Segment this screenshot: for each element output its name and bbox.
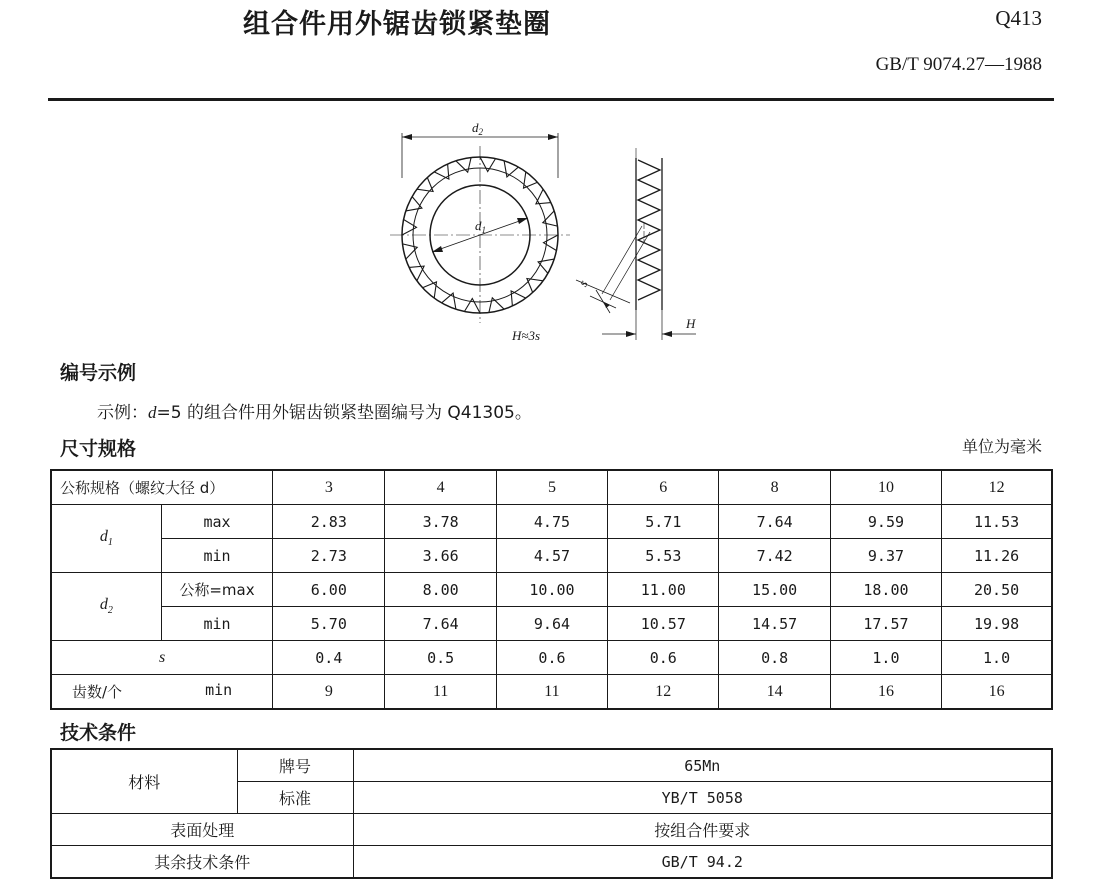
value-cell: 20.50 — [942, 573, 1052, 607]
value-cell: 6.00 — [273, 573, 385, 607]
surface-value: 按组合件要求 — [353, 814, 1052, 846]
table-row — [51, 505, 1052, 539]
teeth-min-label: min — [205, 681, 233, 699]
value-cell: 5.53 — [608, 539, 719, 573]
header-rule — [48, 98, 1054, 101]
table-row — [51, 573, 1052, 607]
value-cell: 0.4 — [273, 641, 385, 675]
table-row — [51, 607, 1052, 641]
teeth-label-cell — [51, 675, 273, 710]
value-cell: 0.6 — [496, 641, 607, 675]
table-row — [51, 749, 1052, 782]
value-cell: 9.64 — [496, 607, 607, 641]
spec-cell: 12 — [942, 470, 1052, 505]
value-cell: 11.26 — [942, 539, 1052, 573]
value-cell: 12 — [608, 675, 719, 710]
value-cell: 15.00 — [719, 573, 830, 607]
d2-max-label: 公称=max — [161, 573, 272, 607]
d1-label: $d_1$ — [51, 505, 161, 573]
value-cell: 10.57 — [608, 607, 719, 641]
table-row — [51, 814, 1052, 846]
spec-cell: 8 — [719, 470, 830, 505]
page-title: 组合件用外锯齿锁紧垫圈 — [243, 9, 551, 40]
d1-max-label: max — [161, 505, 272, 539]
value-cell: 11 — [385, 675, 496, 710]
example-prefix: 示例： — [97, 403, 148, 423]
dimension-table — [50, 469, 1053, 710]
value-cell: 14 — [719, 675, 830, 710]
d1-min-label: min — [161, 539, 272, 573]
label-d1: $d_1$ — [475, 218, 486, 235]
label-H: H — [686, 316, 696, 331]
table-row — [51, 641, 1052, 675]
value-cell: 9.37 — [830, 539, 941, 573]
standard-value: YB/T 5058 — [353, 782, 1052, 814]
spec-cell: 10 — [830, 470, 941, 505]
value-cell: 2.73 — [273, 539, 385, 573]
value-cell: 1.0 — [942, 641, 1052, 675]
value-cell: 10.00 — [496, 573, 607, 607]
surface-label: 表面处理 — [51, 814, 353, 846]
table-row — [51, 470, 1052, 505]
section-heading-example: 编号示例 — [60, 362, 137, 384]
spec-label: 公称规格（螺纹大径 d） — [51, 470, 273, 505]
example-body: =5 的组合件用外锯齿锁紧垫圈编号为 Q41305。 — [156, 403, 532, 423]
value-cell: 18.00 — [830, 573, 941, 607]
value-cell: 7.42 — [719, 539, 830, 573]
value-cell: 3.78 — [385, 505, 496, 539]
value-cell: 5.70 — [273, 607, 385, 641]
value-cell: 11 — [496, 675, 607, 710]
tech-table — [50, 748, 1053, 879]
value-cell: 17.57 — [830, 607, 941, 641]
value-cell: 7.64 — [385, 607, 496, 641]
spec-cell: 6 — [608, 470, 719, 505]
washer-drawing — [380, 118, 720, 348]
value-cell: 0.5 — [385, 641, 496, 675]
value-cell: 7.64 — [719, 505, 830, 539]
table-row — [51, 539, 1052, 573]
part-code: Q413 — [995, 6, 1042, 30]
example-math: d — [148, 403, 157, 422]
label-s: s — [575, 277, 591, 289]
value-cell: 5.71 — [608, 505, 719, 539]
standard-number: GB/T 9074.27—1988 — [875, 54, 1042, 75]
s-label: s — [51, 641, 273, 675]
example-text — [97, 398, 532, 423]
label-formula: H≈3s — [512, 328, 541, 343]
section-heading-tech: 技术条件 — [60, 722, 137, 744]
table-row — [51, 675, 1052, 710]
value-cell: 4.75 — [496, 505, 607, 539]
label-d2: $d_2$ — [472, 120, 483, 137]
value-cell: 9.59 — [830, 505, 941, 539]
value-cell: 9 — [273, 675, 385, 710]
teeth-label: 齿数/个 — [72, 683, 123, 701]
other-label: 其余技术条件 — [51, 846, 353, 879]
value-cell: 8.00 — [385, 573, 496, 607]
section-heading-dimensions: 尺寸规格 — [60, 438, 137, 460]
spec-cell: 5 — [496, 470, 607, 505]
value-cell: 16 — [942, 675, 1052, 710]
value-cell: 11.00 — [608, 573, 719, 607]
unit-note: 单位为毫米 — [961, 437, 1042, 456]
value-cell: 14.57 — [719, 607, 830, 641]
grade-value: 65Mn — [353, 749, 1052, 782]
grade-label: 牌号 — [237, 749, 353, 782]
value-cell: 3.66 — [385, 539, 496, 573]
value-cell: 0.6 — [608, 641, 719, 675]
material-label: 材料 — [51, 749, 237, 814]
value-cell: 19.98 — [942, 607, 1052, 641]
value-cell: 0.8 — [719, 641, 830, 675]
value-cell: 16 — [830, 675, 941, 710]
value-cell: 1.0 — [830, 641, 941, 675]
d2-label: $d_2$ — [51, 573, 161, 641]
standard-label: 标准 — [237, 782, 353, 814]
value-cell: 11.53 — [942, 505, 1052, 539]
d2-min-label: min — [161, 607, 272, 641]
spec-cell: 3 — [273, 470, 385, 505]
other-value: GB/T 94.2 — [353, 846, 1052, 879]
value-cell: 4.57 — [496, 539, 607, 573]
value-cell: 2.83 — [273, 505, 385, 539]
spec-cell: 4 — [385, 470, 496, 505]
table-row — [51, 846, 1052, 879]
